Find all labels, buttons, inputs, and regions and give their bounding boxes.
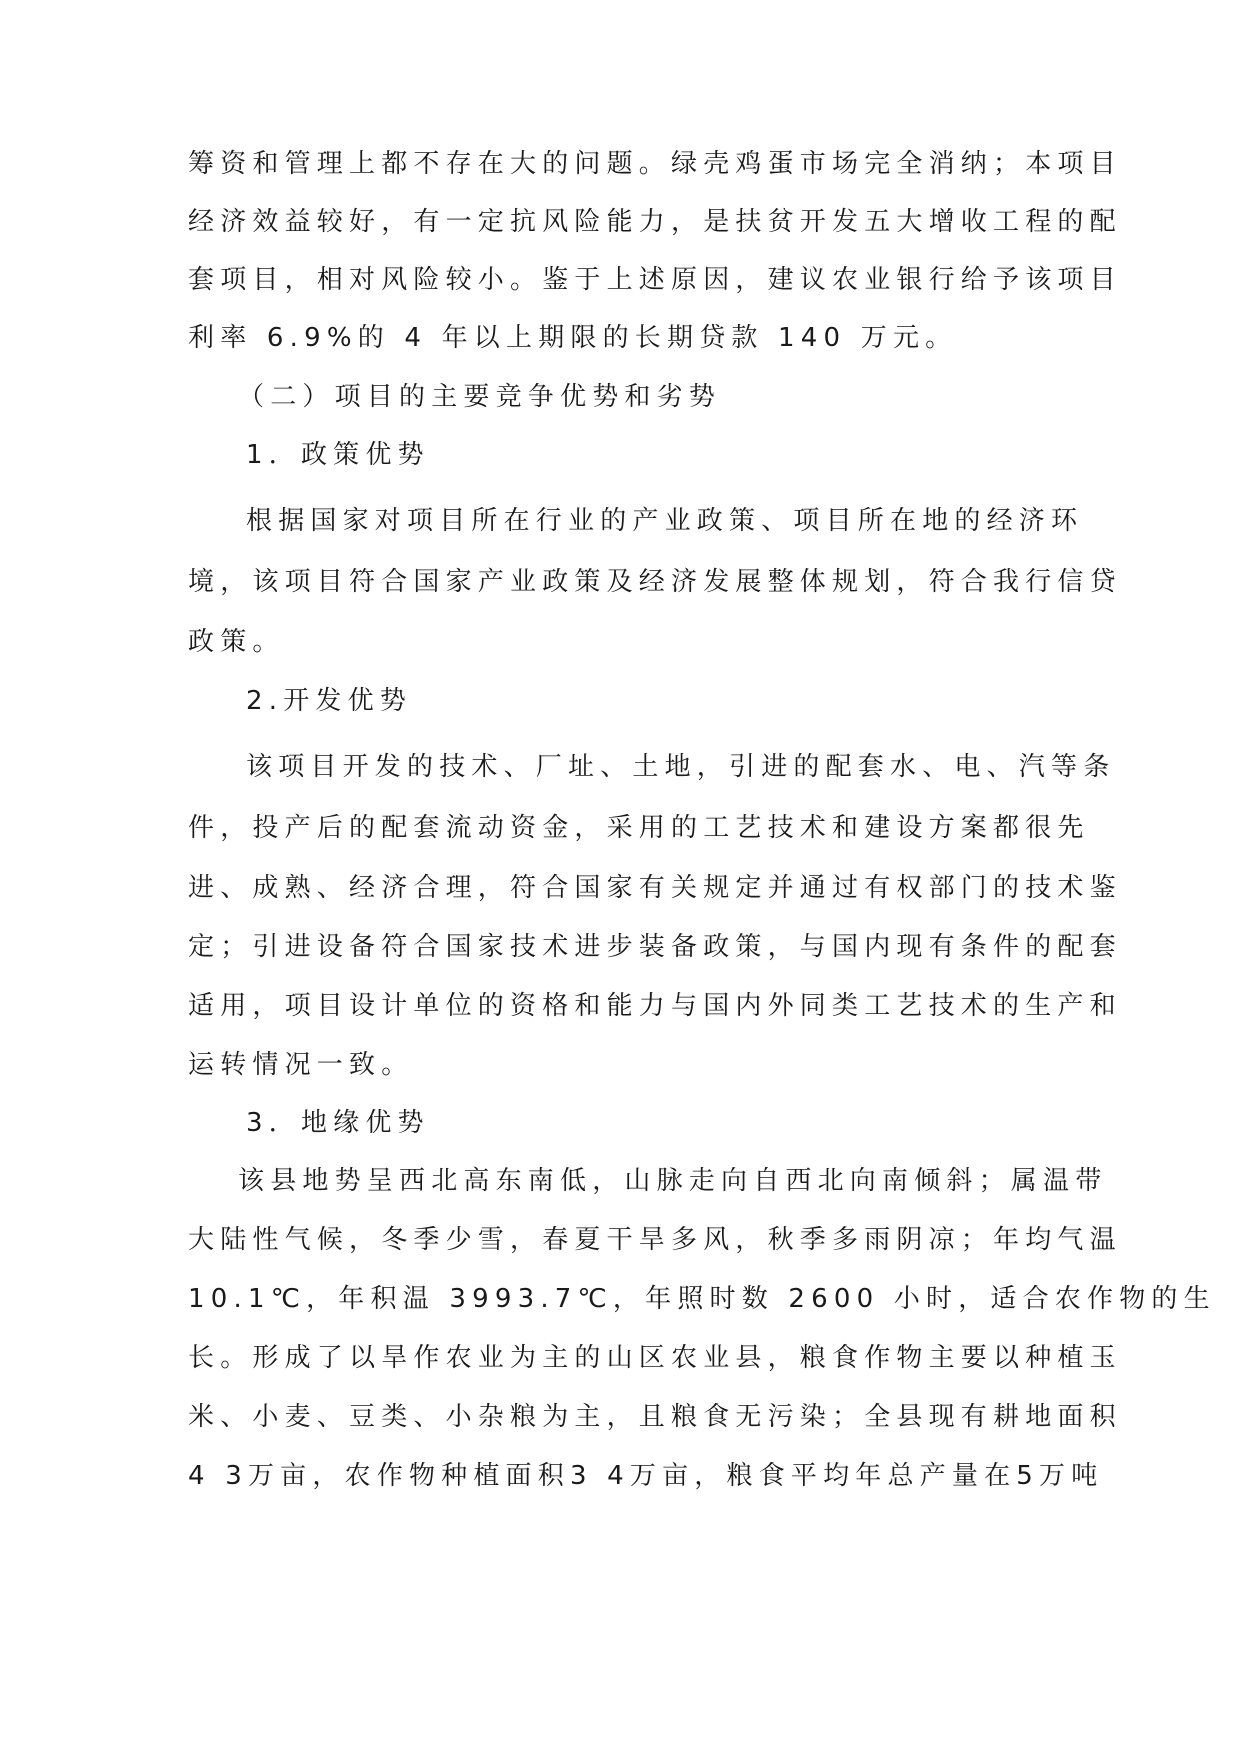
text-line: 10.1℃，年积温 3993.7℃，年照时数 2600 小时，适合农作物的生 xyxy=(188,1284,1216,1314)
text-line: 经济效益较好，有一定抗风险能力，是扶贫开发五大增收工程的配 xyxy=(188,207,1122,237)
subsection-heading: 2.开发优势 xyxy=(246,686,413,716)
text-line: 4 3万亩，农作物种植面积3 4万亩，粮食平均年总产量在5万吨 xyxy=(188,1461,1104,1491)
text-line: 适用，项目设计单位的资格和能力与国内外同类工艺技术的生产和 xyxy=(188,991,1122,1021)
text-line: 利率 6.9%的 4 年以上期限的长期贷款 140 万元。 xyxy=(188,323,958,353)
section-heading: （二）项目的主要竞争优势和劣势 xyxy=(238,382,722,412)
text-line: 定；引进设备符合国家技术进步装备政策，与国内现有条件的配套 xyxy=(188,932,1122,962)
text-line: 进、成熟、经济合理，符合国家有关规定并通过有权部门的技术鉴 xyxy=(188,873,1122,903)
subsection-heading: 3．地缘优势 xyxy=(246,1108,430,1138)
text-line: 件，投产后的配套流动资金，采用的工艺技术和建设方案都很先 xyxy=(188,813,1090,843)
text-line: 大陆性气候，冬季少雪，春夏干旱多风，秋季多雨阴凉；年均气温 xyxy=(188,1225,1122,1255)
text-line: 套项目，相对风险较小。鉴于上述原因，建议农业银行给予该项目 xyxy=(188,265,1122,295)
text-line: 米、小麦、豆类、小杂粮为主，且粮食无污染；全县现有耕地面积 xyxy=(188,1402,1122,1432)
text-line: 境，该项目符合国家产业政策及经济发展整体规划，符合我行信贷 xyxy=(188,567,1122,597)
subsection-heading: 1．政策优势 xyxy=(246,440,430,470)
text-line: 政策。 xyxy=(188,627,285,657)
text-line: 长。形成了以旱作农业为主的山区农业县，粮食作物主要以种植玉 xyxy=(188,1343,1122,1373)
text-line: 运转情况一致。 xyxy=(188,1050,414,1080)
text-line: 该县地势呈西北高东南低，山脉走向自西北向南倾斜；属温带 xyxy=(238,1166,1108,1196)
text-line: 该项目开发的技术、厂址、土地，引进的配套水、电、汽等条 xyxy=(246,752,1116,782)
text-line: 筹资和管理上都不存在大的问题。绿壳鸡蛋市场完全消纳；本项目 xyxy=(188,149,1122,179)
text-line: 根据国家对项目所在行业的产业政策、项目所在地的经济环 xyxy=(246,506,1084,536)
